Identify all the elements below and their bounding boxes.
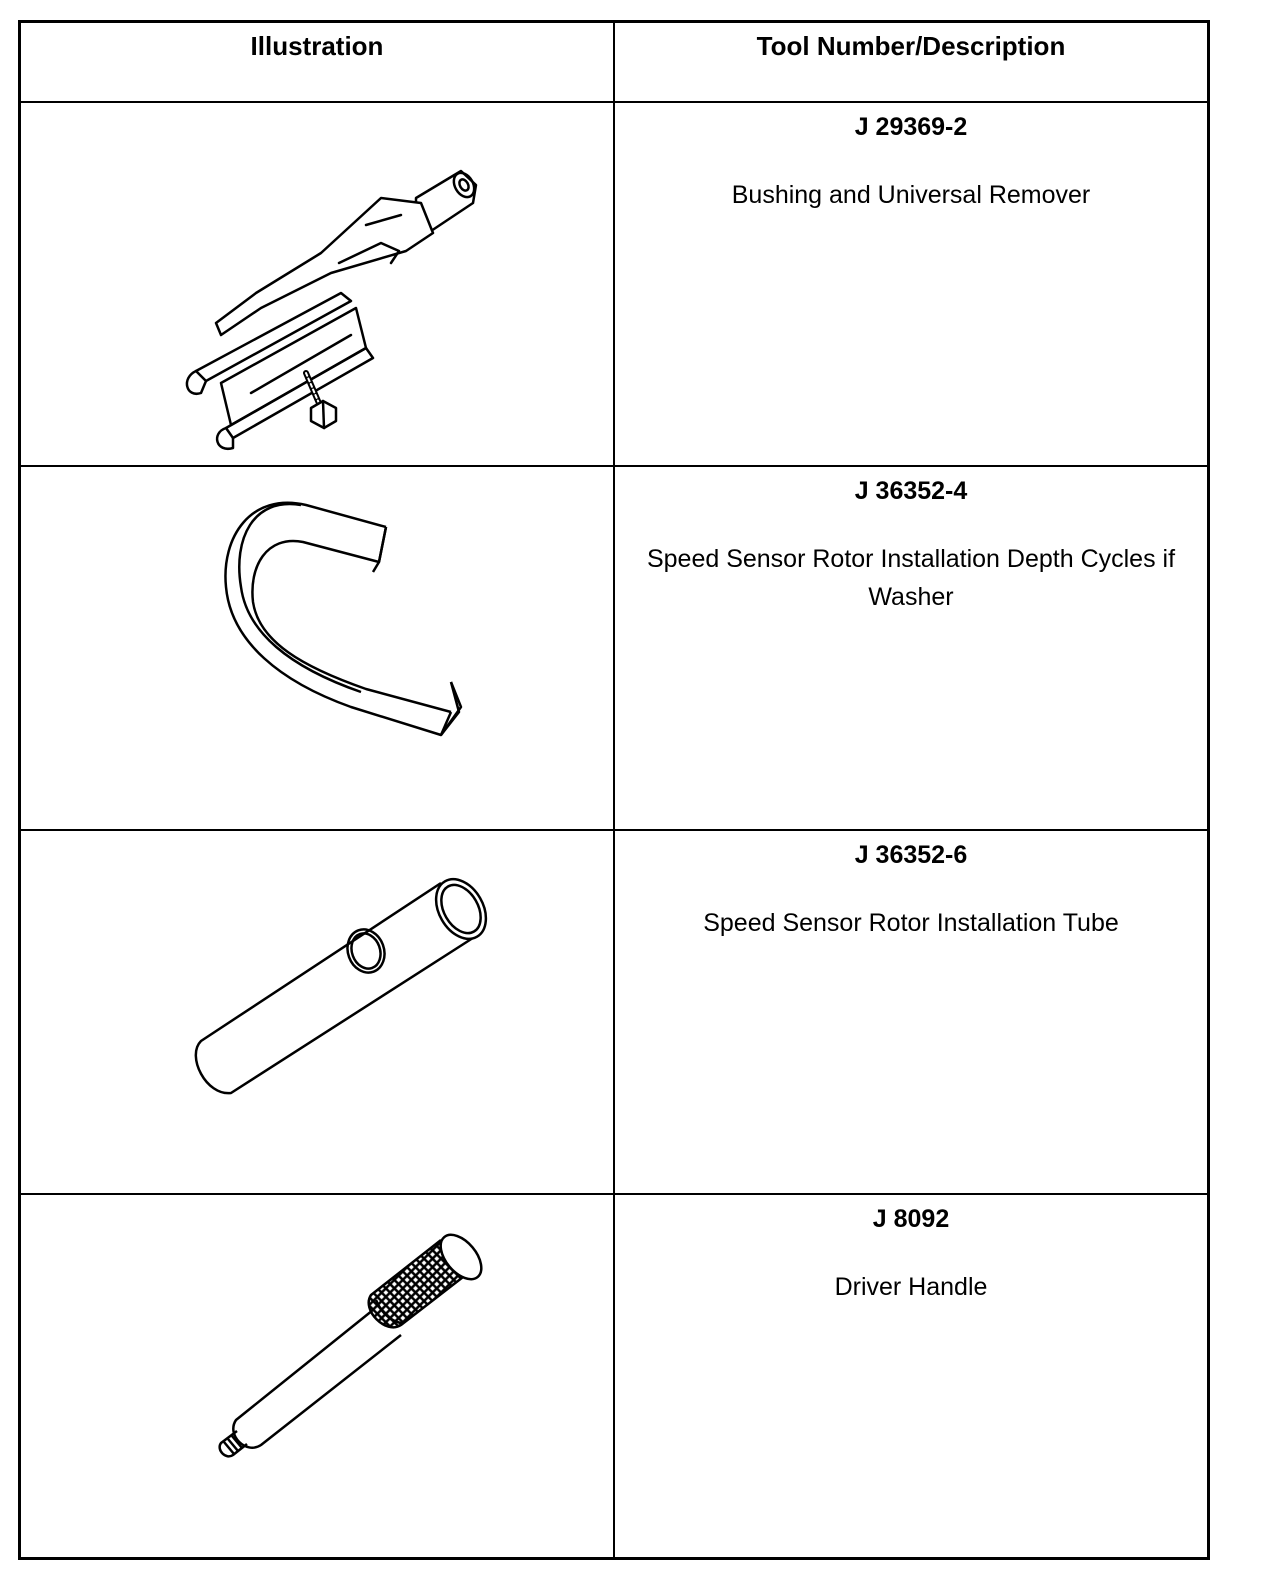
- bushing-remover-icon: [21, 103, 613, 465]
- tool-number: J 36352-4: [854, 477, 968, 505]
- header-row: [20, 22, 1209, 103]
- tool-description: Speed Sensor Rotor Installation Tube: [703, 909, 1119, 937]
- tool-info-cell: [614, 1194, 1209, 1559]
- illustration-cell: [20, 1194, 615, 1559]
- tool-number: J 36352-6: [854, 841, 968, 869]
- illustration-cell: [20, 830, 615, 1194]
- tool-table: [18, 20, 1210, 1560]
- tool-description: Bushing and Universal Remover: [731, 181, 1091, 209]
- table-row: [20, 830, 1209, 1194]
- tool-info-cell: [614, 102, 1209, 466]
- table-row: [20, 466, 1209, 830]
- tool-info-cell: [614, 830, 1209, 1194]
- installation-tube-icon: [21, 831, 613, 1193]
- table-row: [20, 1194, 1209, 1559]
- header-illustration: Illustration: [20, 22, 615, 103]
- header-tool-description: Tool Number/Description: [614, 22, 1209, 103]
- driver-handle-icon: [21, 1195, 613, 1557]
- tool-info-cell: [614, 466, 1209, 830]
- illustration-cell: [20, 102, 615, 466]
- tool-description: Driver Handle: [834, 1273, 988, 1301]
- table-row: [20, 102, 1209, 466]
- tool-number: J 29369-2: [854, 113, 968, 141]
- depth-washer-icon: [21, 467, 613, 829]
- illustration-cell: [20, 466, 615, 830]
- tool-description: Speed Sensor Rotor Installation Depth Cycles if Washer: [646, 545, 1176, 611]
- tool-number: J 8092: [872, 1205, 950, 1233]
